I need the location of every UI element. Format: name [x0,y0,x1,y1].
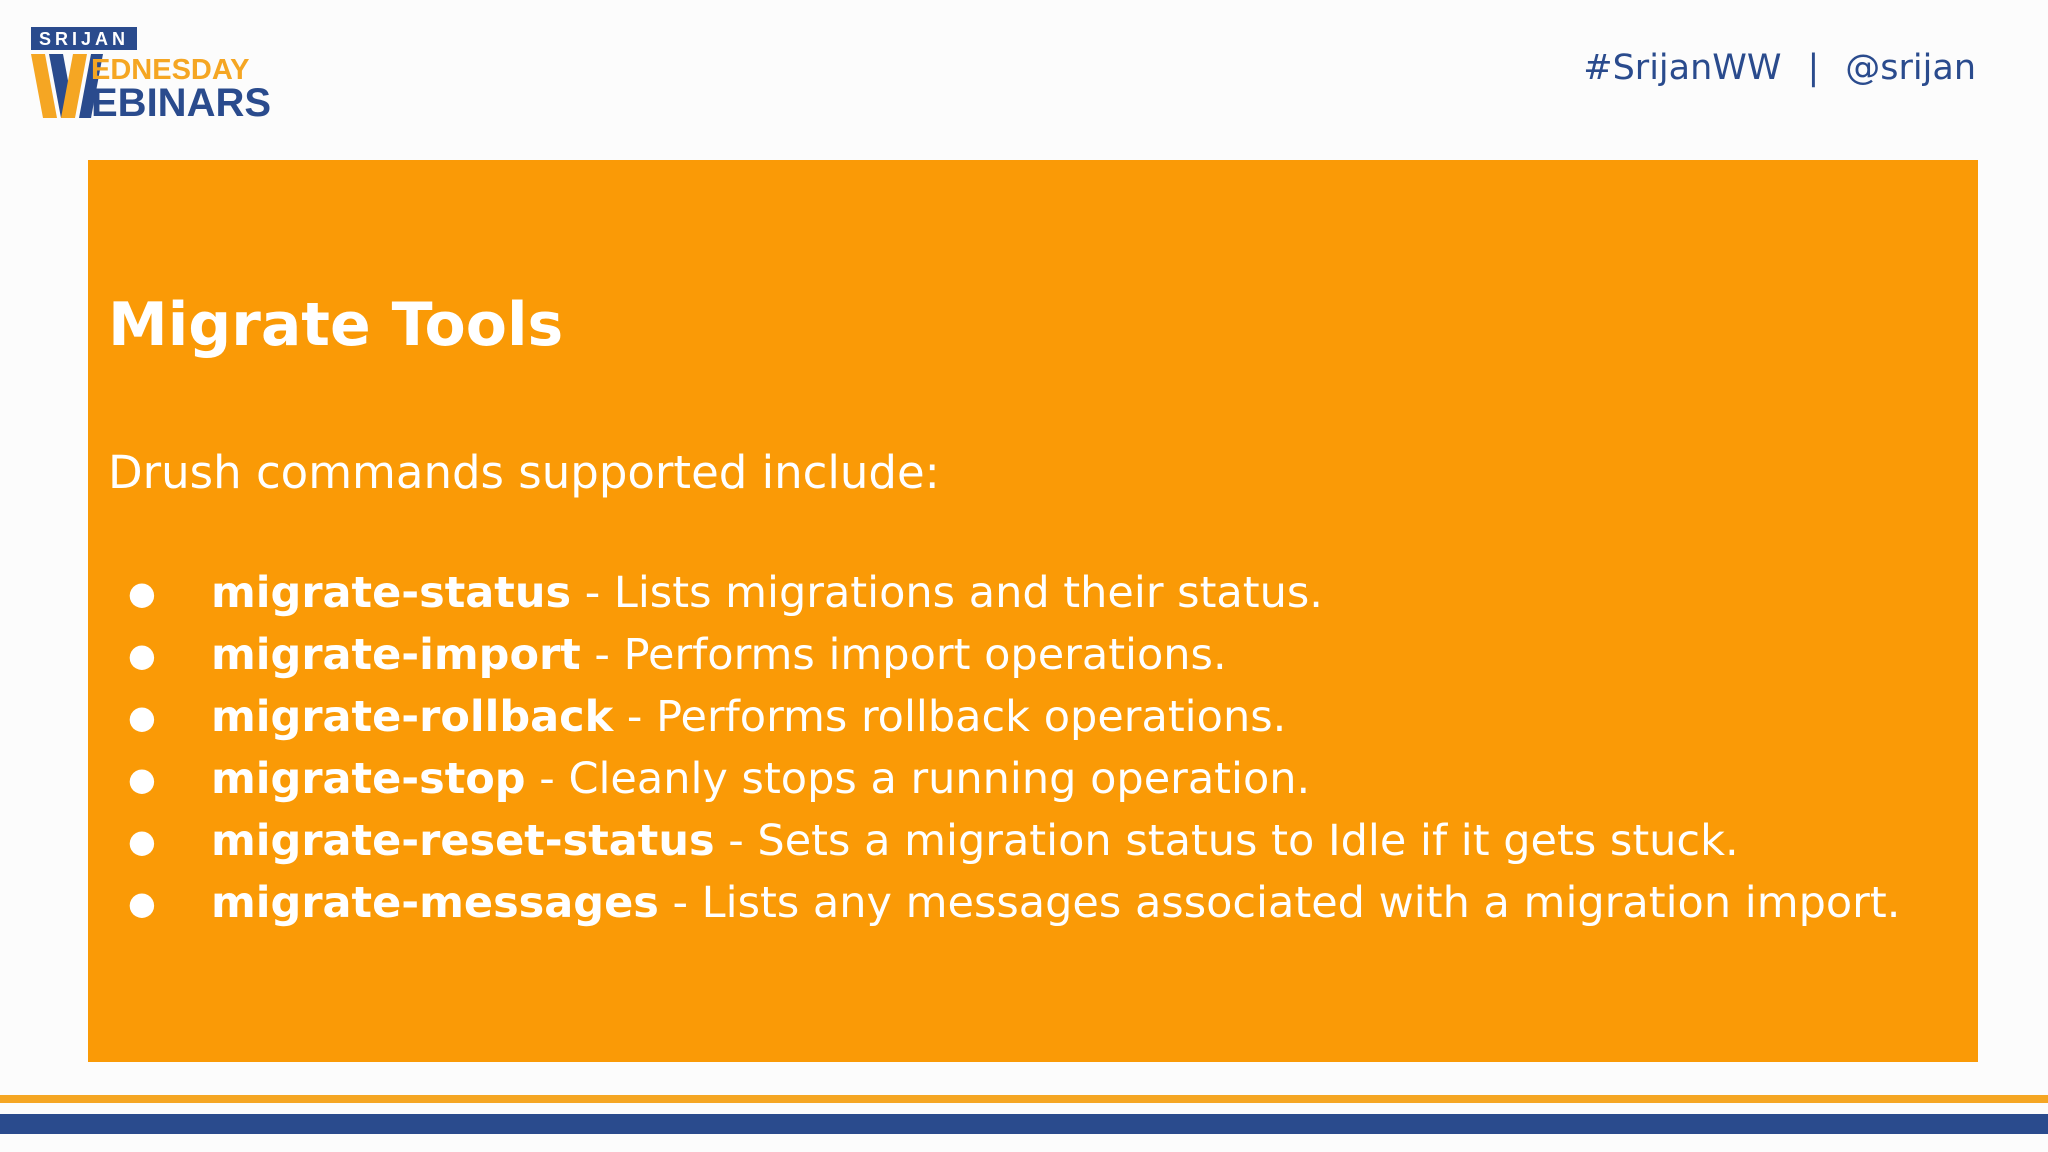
header-separator: | [1807,48,1820,88]
command-description: - Lists migrations and their status. [571,568,1323,618]
bullet-icon: ● [128,574,156,612]
command-name: migrate-import [211,630,581,680]
command-description: - Lists any messages associated with a migration import. [658,878,1901,928]
footer-orange-stripe [0,1095,2048,1103]
srijan-wednesday-webinars-logo [31,27,291,123]
bullet-icon: ● [128,822,156,860]
command-description: - Sets a migration status to Idle if it gets stuck. [714,816,1739,866]
footer-blue-stripe [0,1114,2048,1134]
content-panel [88,160,1978,1062]
command-name: migrate-messages [211,878,659,928]
command-description: - Performs rollback operations. [613,692,1287,742]
bullet-icon: ● [128,636,156,674]
logo-wednesday-text: EDNESDAY [91,54,250,86]
intro-text: Drush commands supported include: [108,446,940,499]
social-handles [1583,44,1976,92]
command-name: migrate-rollback [211,692,614,742]
bullet-icon: ● [128,884,156,922]
command-description: - Performs import operations. [580,630,1227,680]
command-name: migrate-status [211,568,572,618]
hashtag-text: #SrijanWW [1583,48,1782,88]
command-description: - Cleanly stops a running operation. [525,754,1311,804]
bullet-icon: ● [128,698,156,736]
command-name: migrate-stop [211,754,526,804]
bullet-icon: ● [128,760,156,798]
twitter-handle-text: @srijan [1845,48,1976,88]
slide-title: Migrate Tools [108,290,564,360]
command-name: migrate-reset-status [211,816,715,866]
logo-webinars-text: EBINARS [91,81,272,125]
logo-srijan-label: SRIJAN [31,27,137,50]
